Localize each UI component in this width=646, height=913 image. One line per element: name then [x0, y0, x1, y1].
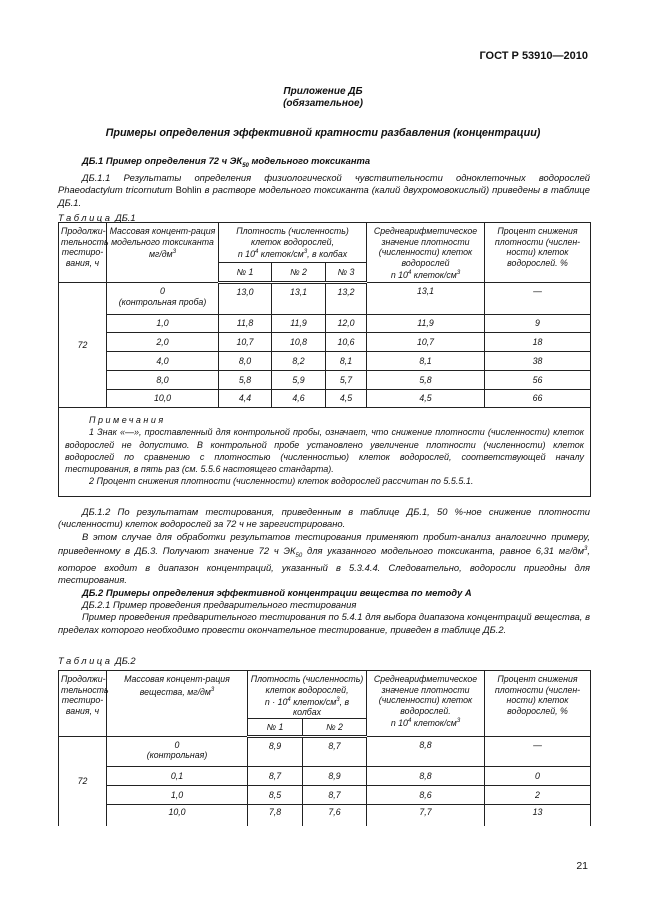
note: 2 Процент снижения плотности (численности) клеток водорослей рассчитан по 5.5.5.1.	[89, 476, 474, 487]
table-caption: Таблица ДБ.1	[58, 212, 136, 224]
table-row: 0,1 8,7 8,9 8,8 0	[59, 766, 591, 785]
header-density: Плотность (численность) клеток водорослей, n $10^4$ клеток/$см^3$, в колбах	[219, 223, 367, 263]
section-db1-2	[58, 506, 590, 636]
header-mean: Среднеарифметическое значение плотности (численности) клеток водорослей. n $10^4$ клеток/$см^3$	[367, 671, 485, 737]
subsection-heading: ДБ.2.1 Пример проведения предварительного тестирования	[82, 599, 357, 611]
table-row: 1,0 8,5 8,7 8,6 2	[59, 785, 591, 804]
table-row: 72 0 (контрольная проба) 13,0 13,1 13,2 13,1 —	[59, 283, 591, 315]
table-row: 10,0 7,8 7,6 7,7 13	[59, 804, 591, 826]
table-db1	[58, 222, 591, 497]
header-concentration: Массовая концент-рация модельного токсиканта $мг/дм^3$	[107, 223, 219, 283]
header-percent: Процент снижения плотности (числен-ности) клеток водорослей, %	[485, 671, 591, 737]
header-flask-3: № 3	[326, 263, 367, 283]
notes-title: Примечания	[89, 415, 166, 425]
section-db1	[58, 155, 590, 224]
header-flask-2: № 2	[303, 718, 367, 736]
table-row: 4,0 8,0 8,2 8,1 8,1 38	[59, 352, 591, 371]
duration-cell: 72	[59, 283, 107, 408]
table-db2	[58, 670, 591, 826]
page-number: 21	[576, 860, 588, 872]
header-density: Плотность (численность) клеток водорослей, $n \cdot 10^4$ клеток/$см^3$, в колбах	[248, 671, 367, 719]
main-heading: Примеры определения эффективной кратности разбавления (концентрации)	[105, 127, 541, 139]
header-flask-1: № 1	[219, 263, 272, 283]
table-row: 8,0 5,8 5,9 5,7 5,8 56	[59, 371, 591, 390]
header-duration: Продолжи-тельность тестиро-вания, ч	[59, 223, 107, 283]
table-row: 72 0 (контрольная) 8,9 8,7 8,8 —	[59, 736, 591, 766]
table-caption: Таблица ДБ.2	[58, 655, 136, 666]
paragraph: Пример проведения предварительного тестирования по 5.4.1 для выбора диапазона концентраций вещества, в пределах которого необходимо провести окончательное тестирование, приведен в таблице ДБ.2.	[58, 611, 590, 635]
table-row: 1,0 11,8 11,9 12,0 11,9 9	[59, 315, 591, 333]
standard-number: ГОСТ Р 53910—2010	[479, 50, 588, 62]
header-concentration: Массовая концент-рация вещества, $мг/дм^3$	[107, 671, 248, 737]
paragraph: ДБ.1.1 Результаты определения физиологической чувствительности одноклеточных водорослей Phaeodactylum tricornutum Bohlin в растворе модельного токсиканта (калий двухромовокислый) приведены в таблице ДБ.1.	[58, 172, 591, 208]
paragraph: В этом случае для обработки результатов тестирования применяют пробит-анализ аналогично примеру, приведенному в ДБ.3. Получают значение 72 ч $ЭК_{50}$ для указанного модельного токсиканта, равное 6,31 $мг/дм^3$, которое входит в диапазон концентраций, указанный в 5.3.4.4. Следовательно, водоросли пригодны для тестирования.	[58, 530, 590, 586]
header-flask-2: № 2	[272, 263, 326, 283]
header-percent: Процент снижения плотности (числен-ности) клеток водорослей. %	[485, 223, 591, 283]
paragraph: ДБ.1.2 По результатам тестирования, приведенным в таблице ДБ.1, 50 %-ное снижение плотности (численности) клеток водорослей за 72 ч не зарегистрировано.	[58, 506, 590, 530]
header-flask-1: № 1	[248, 718, 303, 736]
table-row: 10,0 4,4 4,6 4,5 4,5 66	[59, 390, 591, 408]
section-heading: ДБ.1 Пример определения 72 ч $ЭК_{50}$ модельного токсиканта	[82, 155, 371, 169]
section-heading: ДБ.2 Примеры определения эффективной концентрации вещества по методу А	[82, 586, 472, 598]
header-mean: Среднеарифметическое значение плотности (численности) клеток водорослей n $10^4$ клеток/$см^3$	[367, 223, 485, 283]
header-duration: Продолжи-тельность тестиро-вания, ч	[59, 671, 107, 737]
table-notes	[59, 408, 591, 497]
note: 1 Знак «—», проставленный для контрольной пробы, означает, что снижение плотности (численности) клеток водорослей не допустимо. В контрольной пробе установлено увеличение плотности (численности) клеток водорослей по сравнению с плотностью (численностью) клеток водорослей, соответствующей началу тестирования, в пять раз (см. 5.5.6 настоящего стандарта).	[65, 427, 584, 475]
appendix-status: (обязательное)	[283, 98, 363, 109]
appendix-title: Приложение ДБ	[283, 86, 363, 97]
duration-cell: 72	[59, 736, 107, 826]
table-row: 2,0 10,7 10,8 10,6 10,7 18	[59, 333, 591, 352]
